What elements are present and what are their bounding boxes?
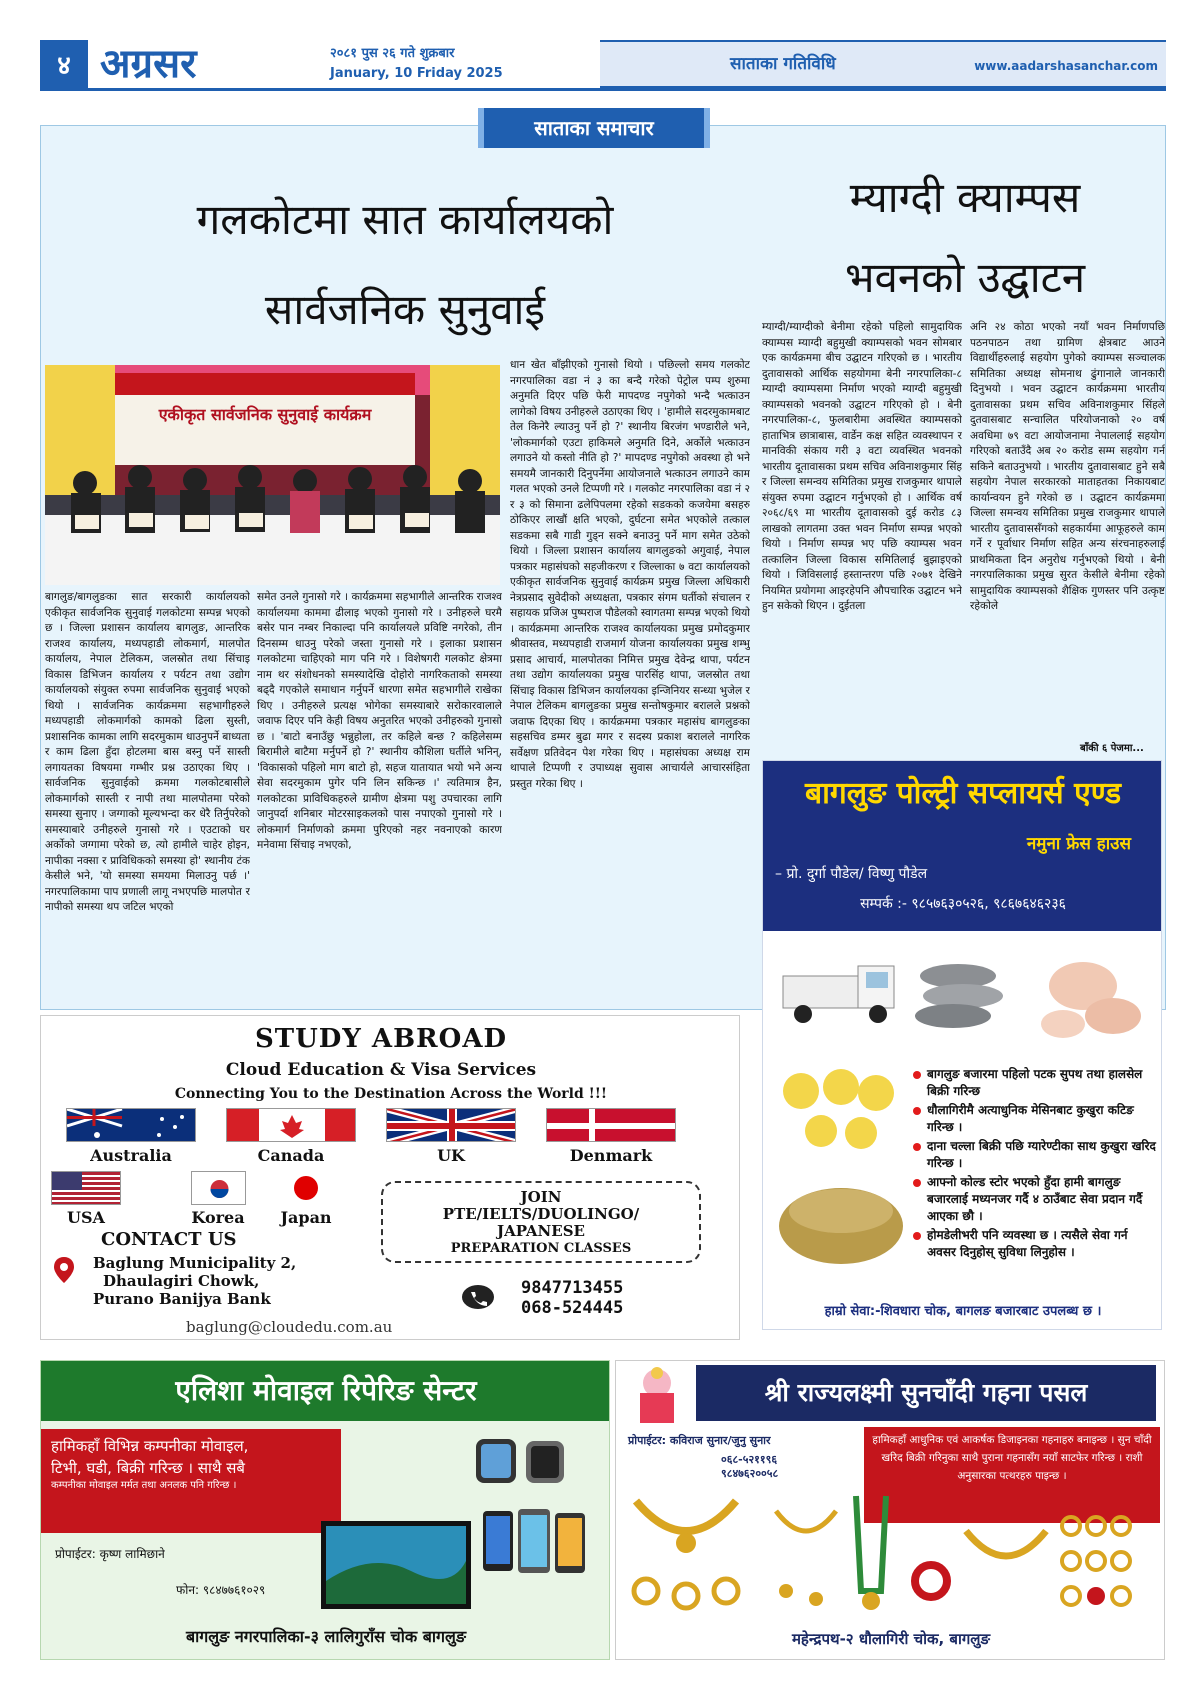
chicken-meat-icon bbox=[1041, 962, 1141, 1038]
poultry-ad-contact: सम्पर्क :- ९८५७६३०५२६, ९८६७६४६२३६ bbox=[860, 896, 1066, 912]
story2-headline-line2: भवनको उद्घाटन bbox=[844, 253, 1086, 302]
address-line: Baglung Municipality 2, bbox=[93, 1254, 297, 1272]
mobile-ad-line: टिभी, घडी, बिक्री गरिन्छ । साथै सबै bbox=[51, 1459, 245, 1477]
continued-note: बाँकी ६ पेजमा... bbox=[1080, 743, 1144, 754]
gold-earrings-icon bbox=[776, 1511, 836, 1606]
phone-number[interactable]: ०६८-५२११९६ bbox=[721, 1453, 778, 1466]
australia-flag-icon bbox=[66, 1108, 196, 1142]
story1-column-3: धान खेत बाँझीएको गुनासो थियो । पछिल्लो समय गलकोट नगरपालिका वडा नं ३ का बन्दै गरेको पेट्रोल पम्प शुरुमा अनुमति दिएर पछि फेरी मापदण्ड नपुगेको भन्दै भत्काउन लागेको विषय उनीहरुले उठाएका थिए । 'हामीले सदरमुकामबाट तेल किनेरै ल्याउनु पर्ने हो ?' स्थानीय बिरजंग भण्डारीले भने, 'लोकमार्गको एउटा हाकिमले अनुमति दिने, अर्कोले भत्काउन लगाउने यो कस्तो नीति हो ?' मापदण्ड नपुगेको अवस्था हो भने समयमै जानकारी दिनुपर्नेमा आयोजनाले भत्काउन लगाउने काम गलत भएको उनले टिप्पणी गरे । गलकोट नगरपालिका वडा नं २ र ३ को सिमाना ढलेपिपलमा रहेको सडकको कजयेमा बसहरु ठोकिएर लाखौं क्षति भएको, दुर्घटना समेत भएकोले तत्काल सडकमा सबै गाडी गुड्न सक्ने बनाउनु पर्ने माग समेत उठेको थियो । जिल्ला प्रशासन कार्यालय बागलुङको अगुवाई, नेपाल पत्रकार महासंघको सहजीकरण र जिल्लाका ७ वटा कार्यालयको एकीकृत सार्वजनिक सुनुवाई कार्यक्रम प्रमुख जिल्ला अधिकारी नेत्रप्रसाद सुवेदीको अध्यक्षता, पत्रकार संगम घर्तीको संचालन र सहायक प्रजिअ पुष्पराज पौडेलको स्वागतमा सम्पन्न भएको थियो । कार्यक्रममा आन्तरिक राजश्व कार्यालयका प्रमुख प्रमोदकुमार श्रीवास्तव, मध्यपहाडी राजमार्ग योजना कार्यालयका प्रमुख शम्भु प्रसाद आचार्य, मालपोतका निमित्त प्रमुख देवेन्द्र थापा, पर्यटन तथा उद्योग कार्यालयका प्रमुख पारसिंह थापा, जलस्रोत तथा सिंचाइ विकास डिभिजन कार्यालयका इन्जिनियर सन्ध्या भुजेल र नेपाल टेलिकम बागलुङका प्रमुख सन्तोषकुमार बरालले प्रश्नको जवाफ दिएका थिए । कार्यक्रममा पत्रकार महासंघ बागलुङका सहसचिव डम्मर बुढा मगर र सदस्य प्रकाश बरालले नागरिक सर्वेक्षण प्रतिवेदन पेश गरेका थिए । महासंघका अध्यक्ष राम थापाले टिप्पणी र उपाध्यक्ष सुवास आचार्यले आचारसंहिता प्रस्तुत गरेका थिए । bbox=[510, 359, 750, 790]
bead-necklace-icon bbox=[856, 1496, 886, 1610]
study-ad-address bbox=[93, 1254, 296, 1308]
country-label: Japan bbox=[280, 1208, 332, 1227]
ring-collection-icon bbox=[1062, 1517, 1130, 1605]
photo-illustration bbox=[45, 365, 500, 585]
website-link[interactable]: www.aadarshasanchar.com bbox=[974, 59, 1158, 73]
jewellery-items-image bbox=[626, 1491, 1156, 1621]
television-icon bbox=[321, 1521, 471, 1609]
location-pin-icon bbox=[53, 1256, 75, 1284]
phone-icon bbox=[461, 1284, 495, 1310]
study-ad-tagline: Connecting You to the Destination Across the World !!! bbox=[174, 1086, 608, 1102]
list-item: बागलुङ बजारमा पहिलो पटक सुपथ तथा हालसेल बिक्री गरिन्छ bbox=[913, 1066, 1158, 1100]
list-item: धौलागिरीमै अत्याधुनिक मेसिनबाट कुखुरा कटिङ गरिन्छ । bbox=[913, 1102, 1158, 1136]
bangles-icon bbox=[915, 1531, 1046, 1597]
smartphones-icon bbox=[483, 1509, 585, 1573]
jewellery-ad-name: श्री राज्यलक्ष्मी सुनचाँदी गहना पसल bbox=[696, 1365, 1156, 1421]
public-hearing-photo bbox=[45, 365, 500, 585]
story2-headline-line1: म्याग्दी क्याम्पस bbox=[849, 173, 1081, 222]
poultry-ad-name: बागलुङ पोल्ट्री सप्लायर्स एण्ड bbox=[804, 776, 1122, 811]
poultry-ad[interactable] bbox=[762, 760, 1162, 1330]
page-number: ४ bbox=[40, 40, 88, 88]
story2-headline bbox=[770, 158, 1160, 318]
country-label: Canada bbox=[257, 1146, 325, 1165]
korea-flag-icon bbox=[191, 1171, 246, 1205]
poultry-ad-proprietors: – प्रो. दुर्गा पौडेल/ विष्णु पौडेल bbox=[775, 866, 928, 882]
chicks-and-feed-image bbox=[771, 1061, 911, 1271]
mobile-repair-ad[interactable] bbox=[40, 1360, 610, 1660]
mobile-ad-phone[interactable]: फोन: ९८४७७६१०२९ bbox=[176, 1583, 266, 1597]
denmark-flag-icon bbox=[546, 1108, 676, 1142]
address-line: Dhaulagiri Chowk, bbox=[103, 1272, 260, 1290]
goddess-image bbox=[622, 1363, 692, 1425]
story1-headline-line2: सार्वजनिक सुनुवाई bbox=[264, 285, 546, 334]
japan-flag-icon bbox=[276, 1171, 336, 1205]
join-line: JAPANESE bbox=[497, 1222, 585, 1240]
mobile-ad-line: कम्पनीका मोवाइल मर्मत तथा अनलक पनि गरिन्छ । bbox=[51, 1480, 237, 1491]
devices-image bbox=[311, 1431, 601, 1616]
jewellery-ad-proprietor: प्रोपाईटर: कविराज सुनार/जुनु सुनार bbox=[628, 1434, 771, 1447]
fish-icon bbox=[915, 964, 1003, 1028]
story2-column-2: अनि २४ कोठा भएको नयाँ भवन निर्माणपछि पठनपाठन तथा ग्रामिण क्षेत्रबाट आउने विद्यार्थीहरुलाई सहयोग पुगेको क्याम्पस सञ्चालक समितिका अध्यक्ष सोमनाथ ढुंगानाले जानकारी दिनुभयो । भवन उद्घाटन कार्यक्रममा भारतीय दुतावासका प्रथम सचिव अविनाशकुमार सिंहले दुतवासबाट सन्चालित परियोजनाको २० वर्ष अवधिमा ७९ वटा आयोजनामा नेपाललाई सहयोग गरिएको बताउँदै अब २० करोड सम्म सहयोग गर्न सकिने बताउनुभयो । भारतीय दुतावासबाट हुने सबै सहयोग नेपाल सरकारको माताहतका निकायबाट कार्यान्वयन हुने गरेको छ । उद्घाटन कार्यक्रममा जिल्ला समन्वय समितिका प्रमुख राजकुमार थापाले भारतीय दुतावाससँगको सहकार्यमा आफूहरुले काम गर्ने र पूर्वाधार निर्माण सहित अन्य संरचनाहरुलाई प्राथमिकता दिन अनुरोध गर्नुभएको थियो । बेनी नगरपालिकाका प्रमुख सुरत केसीले बेनीमा रहेको सामुदायिक क्याम्पसको शैक्षिक गुणस्तर पनि उत्कृष्ट रहेकोले bbox=[970, 321, 1165, 612]
country-label: USA bbox=[67, 1208, 105, 1227]
study-ad-classes-box bbox=[381, 1181, 701, 1263]
jewellery-ad-location: महेन्द्रपथ-२ धौलागिरी चोक, बागलुङ bbox=[791, 1630, 991, 1648]
poultry-ad-points bbox=[913, 1066, 1158, 1263]
header-rule bbox=[40, 88, 1166, 91]
story1-column-1: बागलुङ/बागलुङका सात सरकारी कार्यालयको एकीकृत सार्वजनिक सुनुवाई गलकोटमा सम्पन्न भएको छ । जिल्ला प्रशासन कार्यालय बागलुङ, आन्तरिक राजश्व कार्यालय, मध्यपहाडी लोकमार्ग, मालपोत कार्यालय, नेपाल टेलिकम, जलस्रोत तथा सिंचाइ विकास डिभिजन कार्यालय र पर्यटन तथा उद्योग कार्यालयको संयुक्त रुपमा सार्वजनिक सुनुवाई भएको थियो । सार्वजनिक कार्यक्रममा सहभागीहरुले मध्यपहाडी लोकमार्गको कामको ढिला सुस्ती, प्रशासनिक कामका लागि सदरमुकाम धाउनुपर्ने बाध्यता र काम ढिला हुँदा होटलमा बास बस्नु पर्ने सास्ती लगायतका विषयमा गम्भीर प्रश्न उठाएका थिए । सार्वजनिक सुनुवाईको क्रममा गलकोटबासीले लोकमार्गको सास्ती र नापी तथा मालपोतमा परेको समस्या सुनाए । जग्गाको मूल्यभन्दा कर धेरै तिर्नुपरेको समस्याबारे उनीहरुले गुनासो गरे । एउटाको घर अर्कोको जग्गामा परेको छ, त्यो हामीले चाहेर होइन, नापीका नक्सा र प्राविधिकको समस्या हो' स्थानीय टंक केसीले भने, 'यो समस्या समयमा मिलाउनु पर्छ ।' नगरपालिकामा पाप प्रणाली लागू नभएपछि मालपोत र नापीको समस्या थप जटिल भएको bbox=[45, 591, 250, 913]
page-header bbox=[40, 40, 1166, 88]
gold-necklace-icon bbox=[636, 1501, 736, 1553]
join-line: PTE/IELTS/DUOLINGO/ bbox=[442, 1205, 640, 1223]
truck-icon bbox=[783, 966, 894, 1023]
chicks-icon bbox=[783, 1069, 894, 1149]
list-item: होमडेलीभरी पनि व्यवस्था छ । त्यसैले सेवा गर्न अवसर दिनुहोस् सुविधा लिनुहोस । bbox=[913, 1227, 1158, 1261]
address-line: Purano Banijya Bank bbox=[93, 1290, 271, 1308]
study-ad-phones bbox=[521, 1278, 623, 1318]
section-title: साताका गतिविधि bbox=[730, 54, 836, 74]
list-item: आफ्नो कोल्ड स्टोर भएको हुँदा हामी बागलुङ बजारलाई मध्यनजर गर्दै ४ ठाउँबाट सेवा प्रदान गर्दै आएका छौ । bbox=[913, 1174, 1158, 1225]
study-ad-email[interactable]: baglung@cloudedu.com.au bbox=[186, 1318, 393, 1336]
mobile-ad-name: एलिशा मोवाइल रिपेरिङ सेन्टर bbox=[41, 1361, 610, 1421]
study-ad-company: Cloud Education & Visa Services bbox=[225, 1060, 537, 1080]
story1-headline bbox=[95, 175, 715, 355]
country-label: Denmark bbox=[569, 1146, 653, 1165]
list-item: दाना चल्ला बिक्री पछि ग्यारेण्टीका साथ कुखुरा खरिद गरिन्छ । bbox=[913, 1138, 1158, 1172]
uk-flag-icon bbox=[386, 1108, 516, 1142]
phone-number[interactable]: 068-524445 bbox=[521, 1298, 624, 1318]
study-ad-title: STUDY ABROAD bbox=[254, 1024, 508, 1054]
jewellery-ad-phones bbox=[721, 1453, 778, 1481]
masthead-logo: अग्रसर bbox=[100, 40, 197, 87]
gold-ring-icon bbox=[634, 1579, 738, 1608]
canada-flag-icon bbox=[226, 1108, 356, 1142]
date-english: January, 10 Friday 2025 bbox=[330, 66, 503, 81]
mobile-ad-description bbox=[41, 1429, 341, 1533]
country-label: UK bbox=[437, 1146, 465, 1165]
study-ad-contact-heading: CONTACT US bbox=[101, 1229, 237, 1250]
date-nepali: २०८१ पुस २६ गते शुक्रबार bbox=[330, 46, 455, 61]
jewellery-ad[interactable] bbox=[615, 1360, 1165, 1660]
phone-number[interactable]: 9847713455 bbox=[521, 1278, 624, 1298]
jewellery-ad-description: हामिकहाँ आधुनिक एवं आकर्षक डिजाइनका गहनाहरु बनाइन्छ । सुन चाँदी खरिद बिक्री गरिनुका साथै पुराना गहनासँग नयाँ साटफेर गरिन्छ । राशी अनुसारका पत्थरहरु पाइन्छ । bbox=[864, 1427, 1160, 1523]
story1-column-2: समेत उनले गुनासो गरे । कार्यक्रममा सहभागीले आन्तरिक राजश्व कार्यालयमा काममा ढीलाइ भएको गुनासो गरे । उनीहरुले घरमै बसेर पान नम्बर निकाल्दा पनि कार्यालयले प्रविष्टि नगरेको, तीन दिनसम्म धाउनु परेको जस्ता गुनासो गरे । इलाका प्रशासन गलकोटमा चाहिएको माग पनि गरे । विशेषगरी गलकोट क्षेत्रमा नाम थर संशोधनको समस्यादेखि दोहोरो नागरिकताको समस्या बढ्दै गएकोले समाधान गर्नुपर्ने धारणा समेत सहभागीले राखेका थिए । उनीहरुले प्रत्यक्ष भोगेका समस्याबारे सरोकारवालाले जवाफ दिएर पनि केही विषय अनुतरित भएको उनीहरुको गुनासो छ । 'बाटो बनाउँछु भन्नुहोला, तर कहिले बन्छ ? कहिलेसम्म बिरामीले बाटैमा मर्नुपर्ने हो ?' स्थानीय कौशिला घर्तीले भनिन्, 'विकासको पहिलो माग बाटो हो, सहज यातायात भयो भने अन्य सेवा सदरमुकाम पुगेर पनि लिन सकिन्छ ।' त्यतिमात्र हैन, गलकोटका प्राविधिकहरुले ग्रामीण क्षेत्रमा पशु उपचारका लागि जानुपर्दा शनिबार मोटरसाइकलको पास नपाएको गुनासो गरे । लोकमार्ग निर्माणको क्रममा पुरिएको नहर नवनाएको कारण मनेवामा सिंचाइ नभएको, bbox=[257, 591, 502, 851]
mobile-ad-proprietor: प्रोपाईटर: कृष्ण लामिछाने bbox=[55, 1547, 165, 1561]
smartwatch-icon bbox=[476, 1439, 564, 1483]
story1-headline-line1: गलकोटमा सात कार्यालयको bbox=[196, 195, 614, 244]
poultry-products-image bbox=[763, 936, 1162, 1061]
mobile-ad-line: हामिकहाँ विभिन्न कम्पनीका मोवाइल, bbox=[51, 1437, 249, 1455]
photo-banner-text: एकीकृत सार्वजनिक सुनुवाई कार्यक्रम bbox=[158, 405, 372, 424]
poultry-ad-service: हाम्रो सेवा:-शिवधारा चोक, बागलङ बजारबाट उपलब्ध छ । bbox=[824, 1304, 1102, 1319]
section-kicker: साताका समाचार bbox=[478, 108, 710, 148]
poultry-ad-subtitle: नमुना फ्रेस हाउस bbox=[1026, 834, 1131, 854]
issue-date bbox=[330, 44, 503, 84]
join-line: JOIN bbox=[520, 1188, 562, 1206]
mobile-ad-location: बागलुङ नगरपालिका-३ लालिगुराँस चोक बागलुङ bbox=[185, 1627, 467, 1646]
join-line: PREPARATION CLASSES bbox=[450, 1241, 632, 1256]
phone-number[interactable]: ९८४७६२००५८ bbox=[721, 1467, 779, 1480]
country-label: Korea bbox=[191, 1208, 245, 1227]
feed-grain-icon bbox=[779, 1188, 903, 1264]
study-abroad-ad[interactable] bbox=[40, 1015, 740, 1340]
usa-flag-icon bbox=[51, 1171, 121, 1205]
country-label: Australia bbox=[90, 1146, 172, 1165]
story2-column-1: म्याग्दी/म्याग्दीको बेनीमा रहेको पहिलो सामुदायिक क्याम्पस म्याग्दी बहुमुखी क्याम्पसको भवन सोमबार एक कार्यक्रममा बीच उद्घाटन गरिएको छ । भारतीय दुतावासको आर्थिक सहयोगमा बेनी नगरपालिका-८ म्याग्दी क्याम्पसमा निर्माण भएको म्याग्दी बहुमुखी क्याम्पसको भवनको उद्घाटन गरिएको हो । बेनी नगरपालिका-८, फुलबारीमा अवस्थित क्याम्पसको हाताभित्र छात्राबास, वार्डेन कक्ष सहित व्यवस्थापन र मानविकी संकाय गरी ३ वटा व्यवस्थित भवनको भारतीय दूतावासका प्रथम सचिव अविनाशकुमार सिंह र जिल्ला समन्वय समितिका प्रमुख राजकुमार थापाले संयुक्त रुपमा उद्घाटन गर्नुभएको हो । आर्थिक वर्ष २०६८/६९ मा भारतीय दूतावासको दुई करोड ८३ लाखको लागतमा उक्त भवन निर्माण सम्पन्न भएको थियो । निर्माण सम्पन्न भए पछि क्याम्पस भवन तत्कालिन जिल्ला विकास समितिलाई बुझाइएको थियो । जिविसलाई हस्तान्तरण पछि २०७१ देखिने नियमित प्रयोगमा आइरहेपनि औपचारिक उद्घाटन भने हुन सकेको थिएन । दुईतला bbox=[762, 321, 962, 612]
